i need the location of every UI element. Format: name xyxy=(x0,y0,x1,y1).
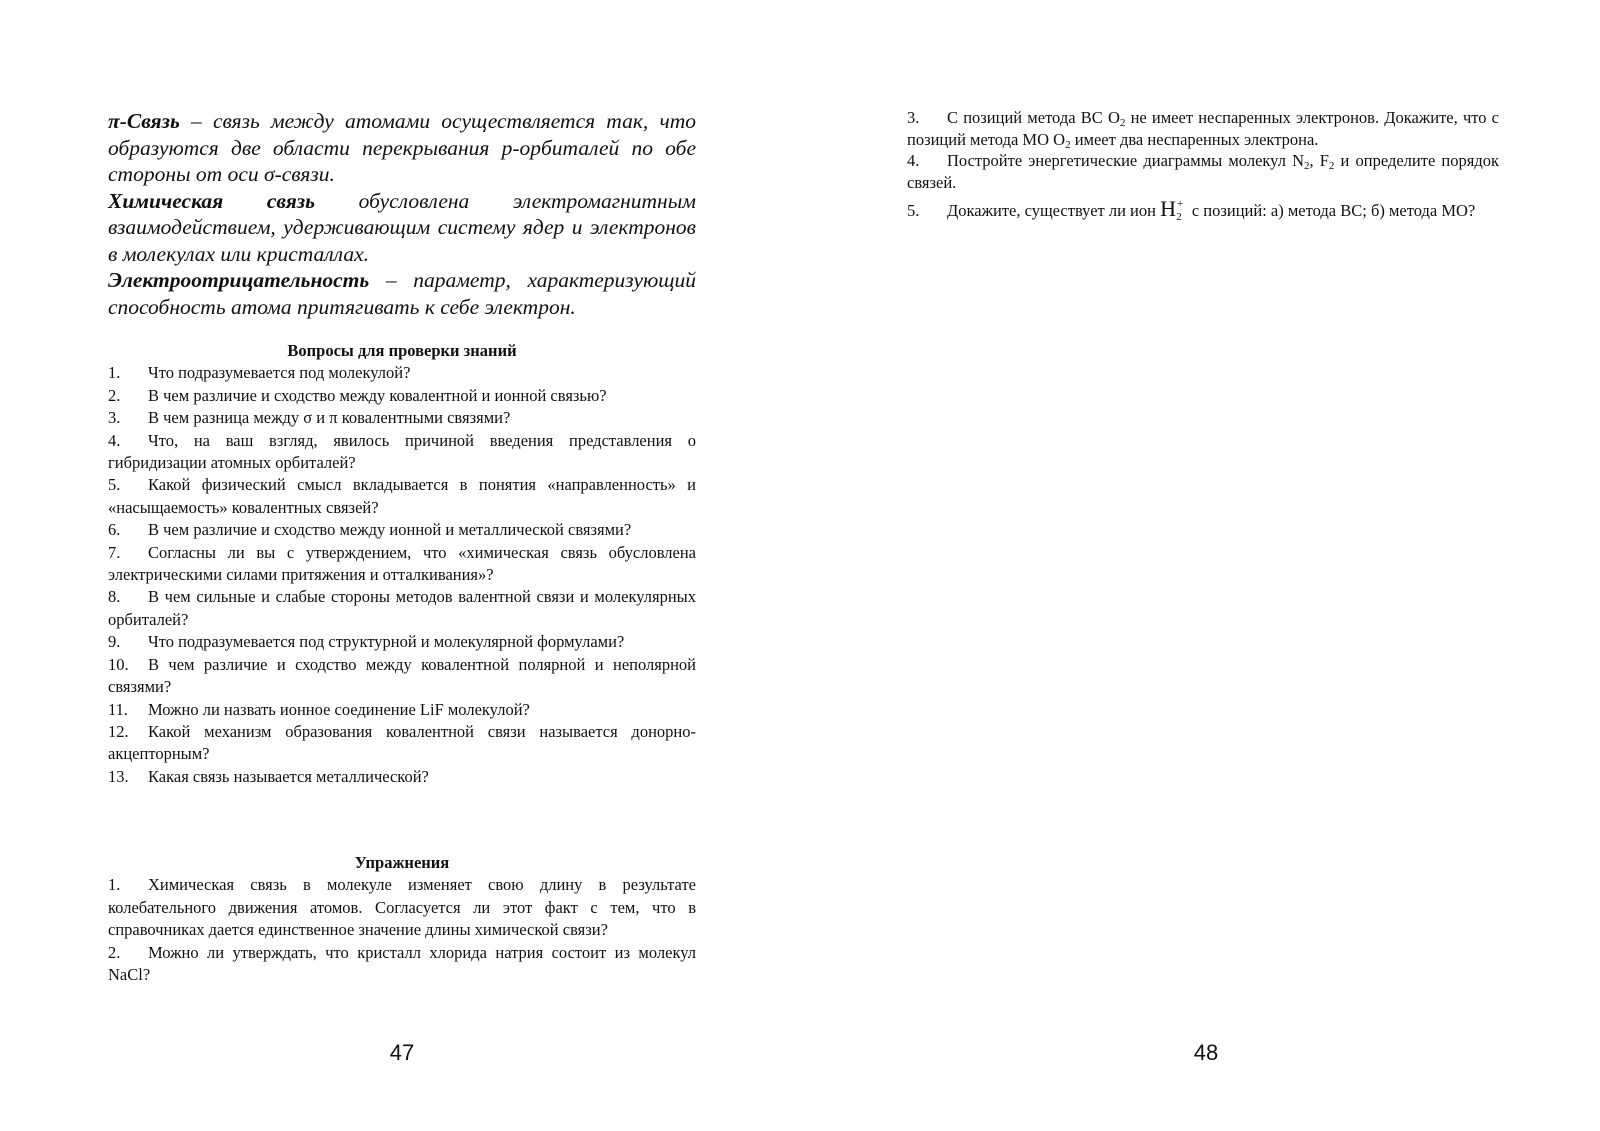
page-number: 48 xyxy=(1193,1040,1219,1065)
subscript: 2 xyxy=(1119,117,1126,129)
exercises-heading: Упражнения xyxy=(354,853,450,872)
exercise-text: Можно ли утверждать, что кристалл хлорида натрия состоит из молекул NaCl? xyxy=(108,942,696,985)
question-item xyxy=(108,699,696,721)
definitions-block xyxy=(108,108,696,320)
exercise-text: Постройте энергетические диаграммы молекул N xyxy=(947,151,1304,170)
question-item xyxy=(108,654,696,699)
ion-symbol: H xyxy=(1160,196,1176,221)
definition-chemical-bond xyxy=(108,188,696,268)
question-number: 2. xyxy=(108,385,121,405)
question-text: В чем различие и сходство между ковалентной и ионной связью? xyxy=(148,385,607,405)
subscript: 2 xyxy=(1328,160,1335,172)
questions-heading: Вопросы для проверки знаний xyxy=(287,341,517,360)
question-number: 5. xyxy=(108,475,121,495)
exercise-item xyxy=(907,150,1499,193)
definition-pi-bond xyxy=(108,108,696,188)
question-text: Какая связь называется металлической? xyxy=(148,766,429,786)
exercise-text: имеет два неспаренных электрона. xyxy=(1070,129,1319,149)
exercise-text: Докажите, существует ли ион xyxy=(947,201,1161,220)
question-item xyxy=(108,430,696,475)
exercises-continued xyxy=(907,107,1499,222)
question-text: В чем сильные и слабые стороны методов валентной связи и молекулярных орбиталей? xyxy=(108,587,696,629)
exercise-text: С позиций метода ВС O xyxy=(947,108,1120,127)
exercise-text: и определите порядок связей. xyxy=(907,151,1499,192)
ion-subscript: 2 xyxy=(1176,211,1182,223)
question-item xyxy=(108,586,696,631)
subscript: 2 xyxy=(1065,138,1071,151)
right-page xyxy=(800,0,1600,1131)
exercise-text: не имеет неспаренных электронов. Докажите, что с позиций метода МО O xyxy=(907,108,1499,149)
ion-charge: + xyxy=(1176,198,1184,210)
question-item xyxy=(108,542,696,587)
definition-text: – параметр, характеризующий способность атома притягивать к себе электрон. xyxy=(108,268,696,319)
question-number: 9. xyxy=(108,632,121,652)
ion-formula xyxy=(1160,196,1188,221)
exercise-item xyxy=(907,107,1499,150)
page-number: 47 xyxy=(389,1040,415,1065)
subscript: 2 xyxy=(1303,160,1310,172)
exercise-text: Химическая связь в молекуле изменяет свою длину в результате колебательного движения атомов. Согласуется ли этот факт с тем, что в справочниках дается единственное значение длины химической связи? xyxy=(108,875,696,940)
exercise-item xyxy=(108,942,696,987)
question-item xyxy=(108,721,696,766)
exercise-number: 1. xyxy=(108,875,121,895)
exercise-text: , F xyxy=(1309,151,1329,170)
question-text: Можно ли назвать ионное соединение LiF молекулой? xyxy=(148,699,530,719)
question-number: 4. xyxy=(108,430,121,450)
questions-section xyxy=(108,340,696,788)
question-text: В чем различие и сходство между ковалентной полярной и неполярной связями? xyxy=(108,654,696,697)
definition-term: Химическая связь xyxy=(108,188,316,213)
question-number: 12. xyxy=(108,721,129,741)
question-number: 8. xyxy=(108,587,121,607)
question-number: 11. xyxy=(108,699,129,719)
question-item xyxy=(108,385,696,407)
question-text: Что подразумевается под структурной и молекулярной формулами? xyxy=(148,632,625,652)
exercise-item xyxy=(907,196,1499,223)
question-item xyxy=(108,362,696,384)
question-number: 7. xyxy=(108,542,121,562)
question-number: 1. xyxy=(108,363,121,383)
question-item xyxy=(108,519,696,541)
question-item xyxy=(108,766,696,788)
question-text: В чем разница между σ и π ковалентными связями? xyxy=(148,408,511,428)
question-number: 10. xyxy=(108,654,129,674)
definition-text: обусловлена электромагнитным взаимодействием, удерживающим систему ядер и электронов в молекулах или кристаллах. xyxy=(108,188,696,266)
question-text: В чем различие и сходство между ионной и металлической связями? xyxy=(148,520,632,540)
question-text: Какой механизм образования ковалентной связи называется донорно-акцепторным? xyxy=(108,721,696,764)
question-text: Что подразумевается под молекулой? xyxy=(148,363,411,383)
question-text: Что, на ваш взгляд, явилось причиной введения представления о гибридизации атомных орбиталей? xyxy=(108,430,696,473)
definition-electronegativity xyxy=(108,267,696,320)
exercise-number: 5. xyxy=(907,201,920,220)
exercise-number: 4. xyxy=(907,151,920,170)
exercise-item xyxy=(108,874,696,941)
exercises-section xyxy=(108,852,696,986)
question-item xyxy=(108,474,696,519)
question-number: 6. xyxy=(108,520,121,540)
question-number: 3. xyxy=(108,408,121,428)
exercise-number: 2. xyxy=(108,942,121,962)
definition-text: – связь между атомами осуществляется так, что образуются две области перекрывания p-орбиталей по обе стороны от оси σ-связи. xyxy=(108,109,696,186)
question-text: Согласны ли вы с утверждением, что «химическая связь обусловлена электрическими силами притяжения и отталкивания»? xyxy=(108,542,696,585)
definition-term: π-Связь xyxy=(108,109,180,133)
question-number: 13. xyxy=(108,766,129,786)
exercise-text: с позиций: а) метода ВС; б) метода МО? xyxy=(1187,201,1476,220)
exercise-number: 3. xyxy=(907,108,920,127)
definition-term: Электроотрицательность xyxy=(108,268,370,292)
question-text: Какой физический смысл вкладывается в понятия «направленность» и «насыщаемость» ковалентных связей? xyxy=(108,475,696,517)
question-item xyxy=(108,407,696,429)
question-item xyxy=(108,631,696,653)
